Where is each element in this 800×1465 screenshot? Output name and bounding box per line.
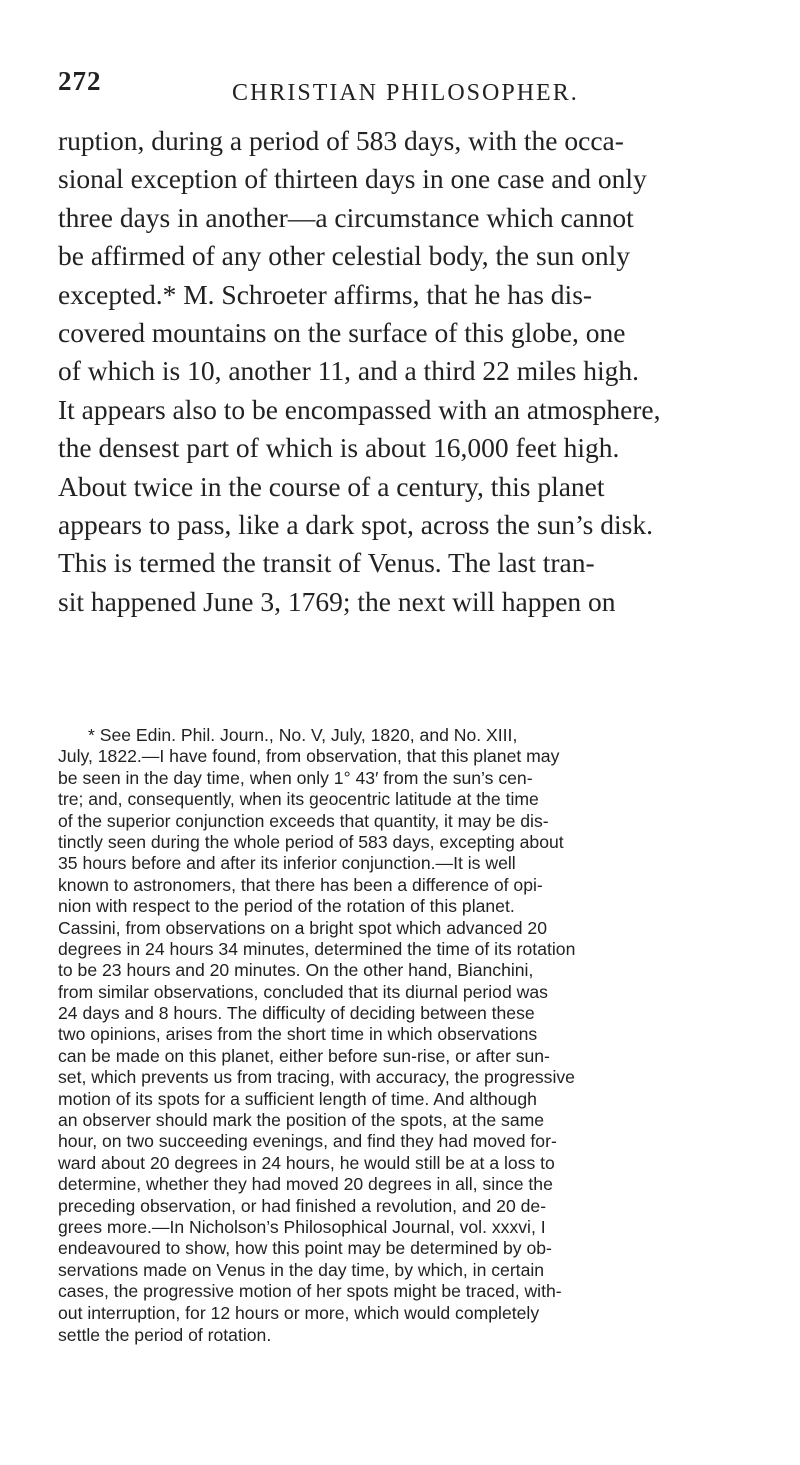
footnote-line: tre; and, consequently, when its geocentric latitude at the time bbox=[58, 789, 539, 810]
footnote-line: grees more.—In Nicholson’s Philosophical Journal, vol. xxxvi, I bbox=[58, 1216, 546, 1237]
footnote-line: determine, whether they had moved 20 degrees in all, since the bbox=[58, 1174, 553, 1195]
footnote-line: an observer should mark the position of the spots, at the same bbox=[58, 1110, 545, 1131]
body-line: It appears also to be encompassed with an atmosphere, bbox=[58, 393, 661, 425]
footnote-line: motion of its spots for a sufficient length of time. And although bbox=[58, 1088, 537, 1109]
page-number: 272 bbox=[58, 66, 102, 96]
footnote-line: degrees in 24 hours 34 minutes, determined the time of its rotation bbox=[58, 938, 576, 959]
body-line: ruption, during a period of 583 days, with the occa- bbox=[58, 125, 624, 156]
footnote-line: be seen in the day time, when only 1° 43′ from the sun’s cen- bbox=[58, 767, 533, 788]
footnote-line: two opinions, arises from the short time in which observations bbox=[58, 1024, 538, 1045]
main-text bbox=[58, 122, 800, 621]
body-line: be affirmed of any other celestial body, the sun only bbox=[58, 240, 630, 272]
body-line: sional exception of thirteen days in one case and only bbox=[58, 163, 647, 195]
footnote-line: servations made on Venus in the day time, by which, in certain bbox=[58, 1259, 545, 1280]
footnote-line: July, 1822.—I have found, from observation, that this planet may bbox=[58, 746, 560, 767]
body-line: the densest part of which is about 16,000 feet high. bbox=[58, 432, 620, 464]
body-line: three days in another—a circumstance which cannot bbox=[58, 201, 634, 233]
footnote-line: hour, on two succeeding evenings, and find they had moved for- bbox=[58, 1131, 557, 1152]
footnote-line: Cassini, from observations on a bright spot which advanced 20 bbox=[58, 917, 547, 938]
body-line: This is termed the transit of Venus. The last tran- bbox=[58, 547, 595, 579]
footnote-line: 35 hours before and after its inferior conjunction.—It is well bbox=[58, 853, 516, 874]
running-head: CHRISTIAN PHILOSOPHER. bbox=[232, 80, 579, 106]
footnote-line: ward about 20 degrees in 24 hours, he would still be at a loss to bbox=[58, 1152, 555, 1173]
body-line: excepted.* M. Schroeter affirms, that he has dis- bbox=[58, 278, 593, 310]
footnote bbox=[58, 725, 800, 1346]
footnote-line: tinctly seen during the whole period of 583 days, excepting about bbox=[58, 831, 564, 852]
footnote-line: known to astronomers, that there has been a difference of opi- bbox=[58, 874, 543, 895]
footnote-line: * See Edin. Phil. Journ., No. V, July, 1820, and No. XIII, bbox=[88, 725, 518, 745]
body-line: About twice in the course of a century, this planet bbox=[58, 470, 605, 502]
body-line: of which is 10, another 11, and a third 22 miles high. bbox=[58, 355, 639, 387]
footnote-line: of the superior conjunction exceeds that quantity, it may be dis- bbox=[58, 810, 549, 831]
body-line: covered mountains on the surface of this globe, one bbox=[58, 316, 626, 348]
footnote-line: set, which prevents us from tracing, with accuracy, the progressive bbox=[58, 1067, 575, 1088]
footnote-line: preceding observation, or had finished a revolution, and 20 de- bbox=[58, 1195, 547, 1216]
footnote-line: can be made on this planet, either before sun-rise, or after sun- bbox=[58, 1045, 550, 1066]
footnote-line: nion with respect to the period of the rotation of this planet. bbox=[58, 896, 515, 917]
footnote-line: settle the period of rotation. bbox=[58, 1324, 272, 1345]
footnote-line: endeavoured to show, how this point may be determined by ob- bbox=[58, 1238, 552, 1259]
body-line: sit happened June 3, 1769; the next will happen on bbox=[58, 585, 616, 617]
footnote-line: 24 days and 8 hours. The difficulty of deciding between these bbox=[58, 1003, 535, 1024]
footnote-line: cases, the progressive motion of her spots might be traced, with- bbox=[58, 1281, 562, 1302]
footnote-line: to be 23 hours and 20 minutes. On the other hand, Bianchini, bbox=[58, 960, 534, 981]
footnote-line: from similar observations, concluded that its diurnal period was bbox=[58, 981, 548, 1002]
footnote-line: out interruption, for 12 hours or more, which would completely bbox=[58, 1302, 540, 1323]
body-line: appears to pass, like a dark spot, across the sun’s disk. bbox=[58, 508, 653, 540]
